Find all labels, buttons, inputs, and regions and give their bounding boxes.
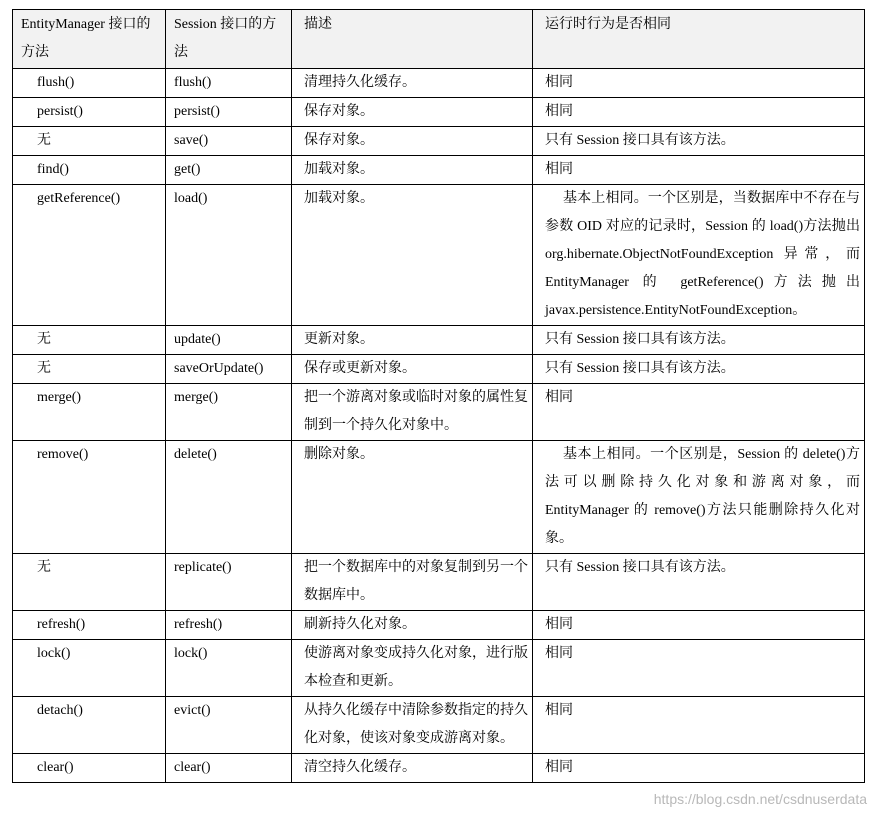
cell-entitymanager-method: 无 [13,355,166,384]
cell-description: 保存或更新对象。 [292,355,533,384]
cell-entitymanager-method: getReference() [13,185,166,326]
header-session: Session 接口的方法 [166,10,292,69]
table-row [13,384,865,441]
table-row [13,185,865,326]
cell-entitymanager-method: remove() [13,441,166,554]
table-row [13,98,865,127]
cell-same-behavior: 相同 [533,69,865,98]
cell-session-method: get() [166,156,292,185]
table-row [13,554,865,611]
cell-session-method: flush() [166,69,292,98]
table-row [13,355,865,384]
cell-same-behavior: 相同 [533,754,865,783]
cell-entitymanager-method: 无 [13,326,166,355]
cell-same-behavior: 相同 [533,640,865,697]
cell-description: 删除对象。 [292,441,533,554]
cell-session-method: saveOrUpdate() [166,355,292,384]
cell-entitymanager-method: find() [13,156,166,185]
cell-description: 保存对象。 [292,127,533,156]
cell-same-behavior: 只有 Session 接口具有该方法。 [533,326,865,355]
table-row [13,69,865,98]
cell-entitymanager-method: refresh() [13,611,166,640]
cell-entitymanager-method: merge() [13,384,166,441]
cell-entitymanager-method: 无 [13,554,166,611]
cell-same-behavior: 相同 [533,98,865,127]
cell-same-behavior: 只有 Session 接口具有该方法。 [533,127,865,156]
cell-description: 更新对象。 [292,326,533,355]
cell-description: 保存对象。 [292,98,533,127]
cell-entitymanager-method: lock() [13,640,166,697]
cell-description: 从持久化缓存中清除参数指定的持久化对象，使该对象变成游离对象。 [292,697,533,754]
header-description: 描述 [292,10,533,69]
cell-session-method: merge() [166,384,292,441]
cell-session-method: lock() [166,640,292,697]
cell-session-method: refresh() [166,611,292,640]
cell-session-method: delete() [166,441,292,554]
cell-same-behavior: 基本上相同。一个区别是，当数据库中不存在与参数 OID 对应的记录时，Session 的 load()方法抛出 org.hibernate.ObjectNotFoundException 异常，而 EntityManager 的 getReference()方法抛出 javax.persistence.EntityNotFoundException。 [533,185,865,326]
cell-description: 刷新持久化对象。 [292,611,533,640]
cell-entitymanager-method: flush() [13,69,166,98]
cell-same-behavior: 只有 Session 接口具有该方法。 [533,554,865,611]
cell-description: 把一个数据库中的对象复制到另一个数据库中。 [292,554,533,611]
cell-description: 清理持久化缓存。 [292,69,533,98]
cell-session-method: replicate() [166,554,292,611]
table-row [13,640,865,697]
table-row [13,326,865,355]
cell-entitymanager-method: persist() [13,98,166,127]
cell-description: 加载对象。 [292,185,533,326]
header-row [13,10,865,69]
table-row [13,156,865,185]
cell-same-behavior: 只有 Session 接口具有该方法。 [533,355,865,384]
table-row [13,441,865,554]
cell-description: 使游离对象变成持久化对象，进行版本检查和更新。 [292,640,533,697]
cell-same-behavior: 基本上相同。一个区别是，Session 的 delete()方法可以删除持久化对象和游离对象，而 EntityManager 的 remove()方法只能删除持久化对象。 [533,441,865,554]
cell-session-method: load() [166,185,292,326]
header-entitymanager: EntityManager 接口的方法 [13,10,166,69]
cell-description: 加载对象。 [292,156,533,185]
cell-session-method: clear() [166,754,292,783]
table-row [13,754,865,783]
cell-session-method: save() [166,127,292,156]
header-same-behavior: 运行时行为是否相同 [533,10,865,69]
cell-same-behavior: 相同 [533,697,865,754]
cell-session-method: evict() [166,697,292,754]
cell-same-behavior: 相同 [533,384,865,441]
cell-session-method: update() [166,326,292,355]
table-row [13,611,865,640]
cell-entitymanager-method: 无 [13,127,166,156]
watermark-text: https://blog.csdn.net/csdnuserdata [653,791,867,807]
comparison-table [12,9,865,783]
cell-description: 把一个游离对象或临时对象的属性复制到一个持久化对象中。 [292,384,533,441]
cell-same-behavior: 相同 [533,611,865,640]
table-row [13,127,865,156]
cell-description: 清空持久化缓存。 [292,754,533,783]
cell-session-method: persist() [166,98,292,127]
cell-entitymanager-method: clear() [13,754,166,783]
table-row [13,697,865,754]
cell-entitymanager-method: detach() [13,697,166,754]
cell-same-behavior: 相同 [533,156,865,185]
